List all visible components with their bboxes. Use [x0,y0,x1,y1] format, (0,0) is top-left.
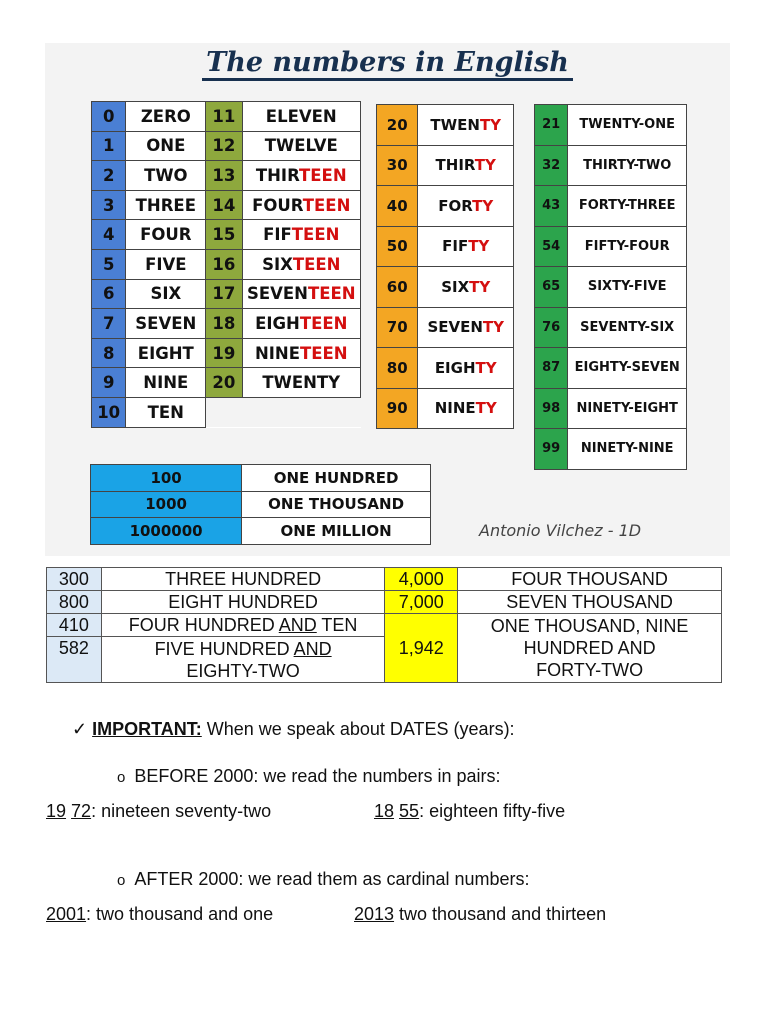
number-cell: 300 [47,568,102,591]
word-cell: ONE [126,131,206,161]
word-cell: NINETEEN [242,338,360,368]
word-cell: TWENTY [242,368,360,398]
number-cell: 9 [92,368,126,398]
word-cell: TWO [126,161,206,191]
word-cell: FOUR [126,220,206,250]
number-cell: 21 [535,105,568,146]
word-cell: ONE HUNDRED [242,465,431,492]
example-2001: 2001: two thousand and one [46,904,274,924]
important-note: ✓ IMPORTANT: When we speak about DATES (years): [72,719,515,739]
number-cell: 13 [206,161,242,191]
large-numbers-table [90,464,431,545]
table-row [92,279,361,309]
word-cell: SEVEN THOUSAND [458,591,722,614]
table-row [535,267,687,308]
number-cell: 410 [47,614,102,637]
table-row [92,249,361,279]
table-row [535,145,687,186]
table-row [535,307,687,348]
table-row [92,102,361,132]
word-cell: SIXTY [418,267,514,308]
table-row [92,338,361,368]
number-cell: 20 [206,368,242,398]
number-cell: 54 [535,226,568,267]
word-cell: THREE HUNDRED [101,568,385,591]
number-cell: 43 [535,186,568,227]
after-2000-note: o AFTER 2000: we read them as cardinal numbers: [117,869,530,889]
word-cell: ZERO [126,102,206,132]
number-cell: 98 [535,388,568,429]
table-row [377,388,514,429]
word-cell: EIGHT HUNDRED [101,591,385,614]
word-cell: FORTY [418,186,514,227]
tens-table [376,104,514,429]
word-cell: EIGHTY [418,348,514,389]
word-cell: TWENTY-ONE [568,105,687,146]
examples-table [46,567,722,683]
table-row [377,186,514,227]
word-cell: SEVENTY [418,307,514,348]
table-row [91,465,431,492]
word-cell: SIXTY-FIVE [568,267,687,308]
table-row [92,190,361,220]
example-1972: 19 72: nineteen seventy-two [46,801,272,821]
compound-numbers-table [534,104,687,470]
table-row [535,429,687,470]
number-cell: 11 [206,102,242,132]
before-2000-note: o BEFORE 2000: we read the numbers in pairs: [117,766,501,786]
number-cell: 7 [92,309,126,339]
number-cell: 50 [377,226,418,267]
number-cell: 15 [206,220,242,250]
table-row [91,491,431,518]
word-cell: FIVE [126,249,206,279]
poster-title: The numbers in English [45,47,730,78]
number-cell: 0 [92,102,126,132]
word-cell: FIVE HUNDRED AND EIGHTY-TWO [101,637,385,683]
number-cell: 1000000 [91,518,242,545]
number-cell: 99 [535,429,568,470]
number-cell: 8 [92,338,126,368]
number-cell: 7,000 [385,591,458,614]
example-1855: 18 55: eighteen fifty-five [374,801,566,821]
word-cell: EIGHT [126,338,206,368]
table-row [535,348,687,389]
table-row [377,226,514,267]
number-cell: 65 [535,267,568,308]
table-row [92,220,361,250]
number-cell: 1000 [91,491,242,518]
word-cell: NINE [126,368,206,398]
word-cell: SEVENTY-SIX [568,307,687,348]
table-row [377,307,514,348]
table-row [535,186,687,227]
word-cell: THIRTY-TWO [568,145,687,186]
word-cell: EIGHTY-SEVEN [568,348,687,389]
table-row [377,145,514,186]
table-row [92,309,361,339]
number-cell: 1 [92,131,126,161]
word-cell: SEVENTEEN [242,279,360,309]
word-cell: NINETY [418,388,514,429]
number-cell: 40 [377,186,418,227]
word-cell: SEVEN [126,309,206,339]
number-cell: 800 [47,591,102,614]
word-cell: THIRTEEN [242,161,360,191]
table-row [535,388,687,429]
word-cell: TWENTY [418,105,514,146]
word-cell: ONE THOUSAND [242,491,431,518]
table-row [47,568,722,591]
bullet-icon: o [117,769,126,786]
table-row [47,591,722,614]
number-cell: 76 [535,307,568,348]
word-cell: FIFTY-FOUR [568,226,687,267]
word-cell: NINETY-NINE [568,429,687,470]
number-cell: 17 [206,279,242,309]
number-cell: 90 [377,388,418,429]
table-row [92,131,361,161]
number-cell: 2 [92,161,126,191]
author-signature: Antonio Vilchez - 1D [479,521,642,540]
number-cell: 12 [206,131,242,161]
word-cell: ONE MILLION [242,518,431,545]
word-cell: SIXTEEN [242,249,360,279]
example-2013: 2013 two thousand and thirteen [354,904,607,924]
word-cell: EIGHTEEN [242,309,360,339]
word-cell: FOURTEEN [242,190,360,220]
word-cell: ONE THOUSAND, NINE HUNDRED AND FORTY-TWO [458,614,722,683]
table-row [535,105,687,146]
number-cell: 20 [377,105,418,146]
numbers-poster [45,43,730,556]
number-cell: 3 [92,190,126,220]
number-cell: 18 [206,309,242,339]
number-cell: 1,942 [385,614,458,683]
number-cell: 87 [535,348,568,389]
number-cell: 60 [377,267,418,308]
table-row [47,614,722,637]
word-cell: ELEVEN [242,102,360,132]
number-cell: 4,000 [385,568,458,591]
number-cell: 6 [92,279,126,309]
table-row [92,161,361,191]
bullet-icon: o [117,872,126,889]
word-cell: FORTY-THREE [568,186,687,227]
number-cell: 32 [535,145,568,186]
check-icon: ✓ [72,719,88,739]
number-cell: 4 [92,220,126,250]
table-row [377,348,514,389]
table-row [535,226,687,267]
table-row [92,368,361,398]
word-cell: SIX [126,279,206,309]
number-cell: 582 [47,637,102,683]
word-cell: TWELVE [242,131,360,161]
number-cell: 10 [92,397,126,427]
number-cell: 80 [377,348,418,389]
number-cell: 70 [377,307,418,348]
number-cell: 19 [206,338,242,368]
word-cell: FOUR THOUSAND [458,568,722,591]
word-cell: THIRTY [418,145,514,186]
word-cell: FIFTEEN [242,220,360,250]
table-row [377,267,514,308]
word-cell: THREE [126,190,206,220]
units-teens-table [91,101,361,428]
number-cell: 14 [206,190,242,220]
table-row [92,397,361,427]
table-row [91,518,431,545]
number-cell: 100 [91,465,242,492]
word-cell: FOUR HUNDRED AND TEN [101,614,385,637]
number-cell: 30 [377,145,418,186]
word-cell: TEN [126,397,206,427]
table-row [377,105,514,146]
number-cell: 16 [206,249,242,279]
word-cell: FIFTY [418,226,514,267]
number-cell: 5 [92,249,126,279]
word-cell: NINETY-EIGHT [568,388,687,429]
